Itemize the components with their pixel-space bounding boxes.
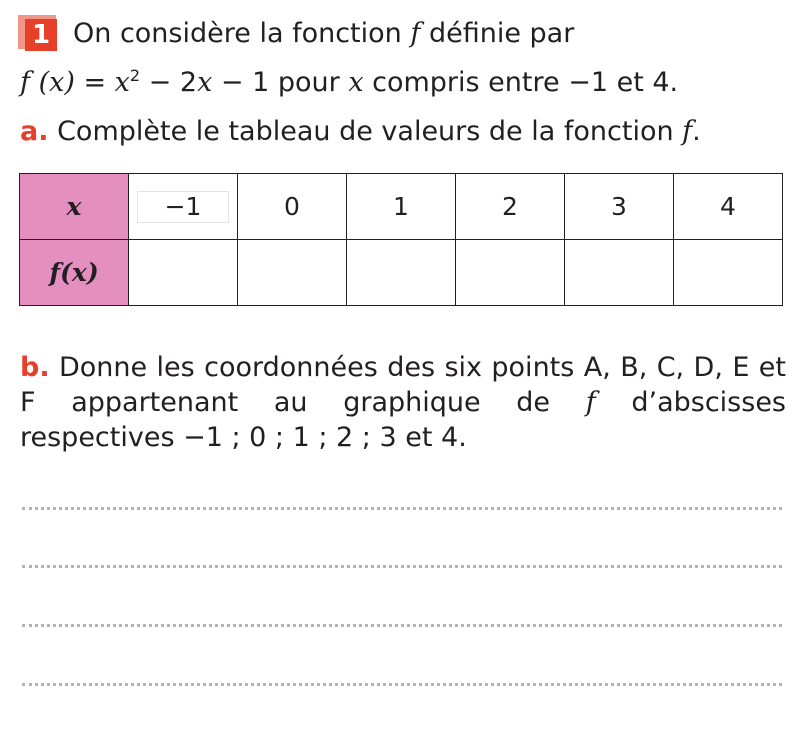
intro-line-2 xyxy=(20,60,678,99)
table-row-x xyxy=(20,174,783,240)
intro-text: On considère la fonction xyxy=(73,18,402,49)
x-value-cell xyxy=(129,174,238,240)
x-value-cell: 4 xyxy=(674,174,783,240)
table-header-fx: f(x) xyxy=(20,240,129,306)
table-header-x: x xyxy=(20,174,129,240)
part-a-label: a. xyxy=(20,116,49,147)
expr-fx: f (x) xyxy=(20,67,75,98)
x-value-cell: 1 xyxy=(347,174,456,240)
fx-answer-cell[interactable] xyxy=(129,240,238,306)
range-text: compris entre −1 et 4. xyxy=(363,67,679,98)
exercise-number-badge: 1 xyxy=(25,19,57,51)
answer-line[interactable] xyxy=(22,507,782,510)
part-b-label: b. xyxy=(20,352,50,383)
x-value: −1 xyxy=(137,191,229,223)
x-value-cell: 3 xyxy=(565,174,674,240)
fx-answer-cell[interactable] xyxy=(238,240,347,306)
x-value-cell: 0 xyxy=(238,174,347,240)
table-row-fx xyxy=(20,240,783,306)
part-a-text: Complète le tableau de valeurs de la fonction xyxy=(48,116,683,147)
part-a-function: f xyxy=(682,116,693,147)
expr-exponent: 2 xyxy=(129,66,141,85)
part-b-text-1: Donne les coordonnées des six points A, B, C, D, E et F appartenant au graphique de xyxy=(20,352,786,418)
part-a-instruction xyxy=(20,116,701,148)
expr-eq: = xyxy=(74,67,115,98)
part-b-function: f xyxy=(585,387,596,418)
fx-answer-cell[interactable] xyxy=(456,240,565,306)
part-b-instruction xyxy=(20,350,786,455)
fx-answer-cell[interactable] xyxy=(565,240,674,306)
var-x: x xyxy=(348,67,364,98)
intro-line-1 xyxy=(73,18,574,50)
answer-line[interactable] xyxy=(22,624,782,627)
expr-x-squared: x xyxy=(114,67,130,98)
x-value-cell: 2 xyxy=(456,174,565,240)
fx-answer-cell[interactable] xyxy=(347,240,456,306)
answer-line[interactable] xyxy=(22,565,782,568)
expr-x: x xyxy=(197,67,213,98)
expr-rest: − 1 pour xyxy=(212,67,349,98)
fx-answer-cell[interactable] xyxy=(674,240,783,306)
part-a-end: . xyxy=(692,116,701,147)
part-b-text-2: d’abscisses respectives −1 ; 0 ; 1 ; 2 ; 3 et 4. xyxy=(20,387,786,453)
answer-line[interactable] xyxy=(22,683,782,686)
function-name: f xyxy=(410,18,421,49)
values-table xyxy=(19,173,783,306)
intro-text-2: définie par xyxy=(420,18,575,49)
expr-minus: − 2 xyxy=(140,67,198,98)
